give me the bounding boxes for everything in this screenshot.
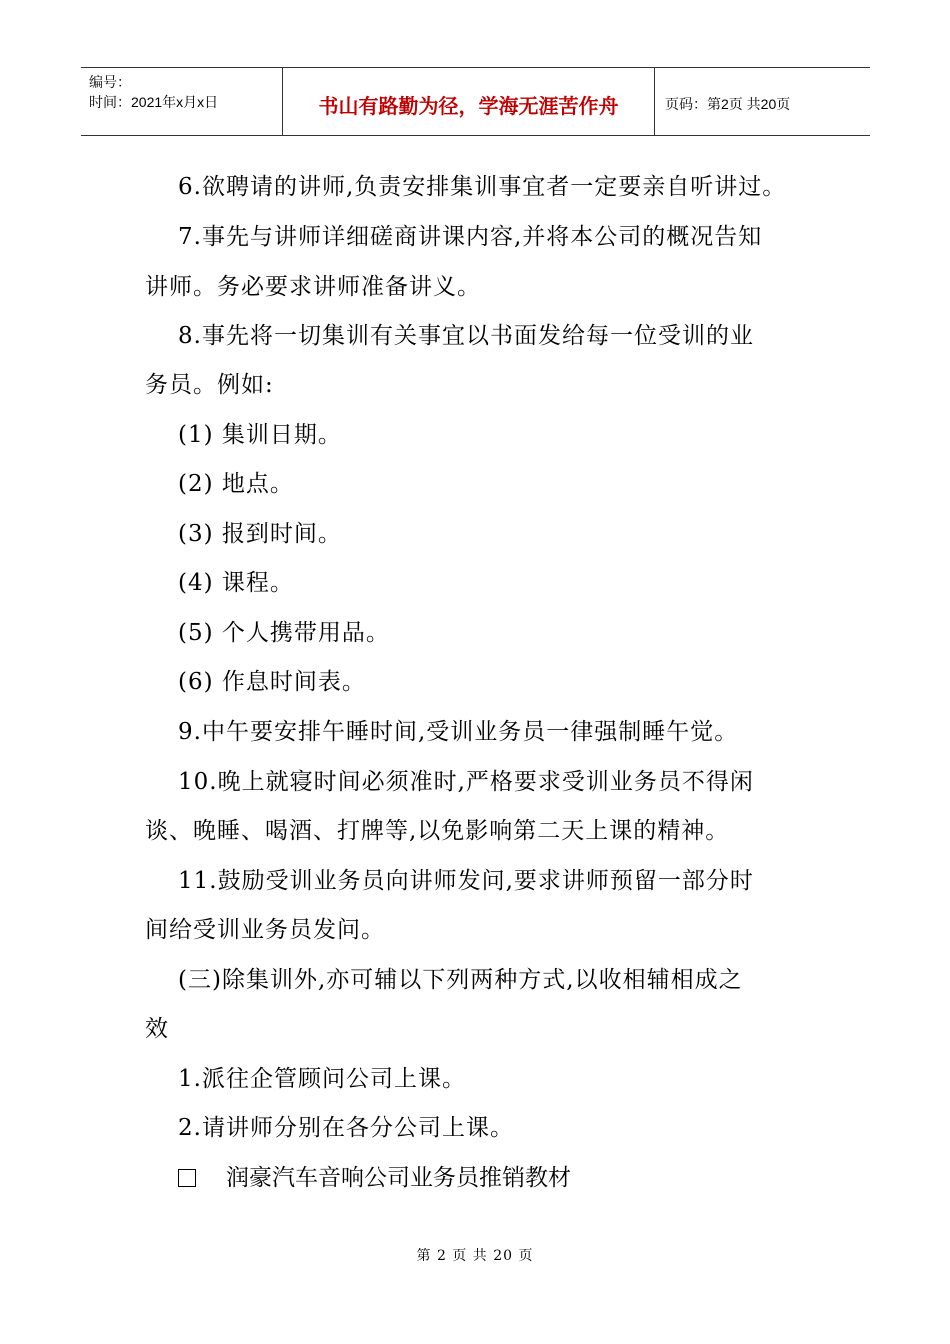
header-motto: 书山有路勤为径，学海无涯苦作舟	[283, 68, 655, 135]
paragraph-line: 效	[145, 1016, 169, 1042]
time-label: 时间：2021年x月x日	[89, 94, 219, 110]
paragraph-line: 10.晚上就寝时间必须准时,严格要求受训业务员不得闲	[178, 769, 754, 795]
list-item: (6) 作息时间表。	[178, 669, 366, 695]
checkbox-item	[178, 1163, 571, 1193]
paragraph-line: 2.请讲师分别在各分公司上课。	[178, 1115, 514, 1141]
list-item: (3) 报到时间。	[178, 521, 342, 547]
paragraph-line: 谈、晚睡、喝酒、打牌等,以免影响第二天上课的精神。	[145, 818, 730, 844]
paragraph-line: 8.事先将一切集训有关事宜以书面发给每一位受训的业	[178, 323, 754, 349]
header-page-label: 页码：第2页 共20页	[665, 95, 791, 112]
paragraph-line: 9.中午要安排午睡时间,受训业务员一律强制睡午觉。	[178, 719, 739, 745]
paragraph-line: 务员。例如:	[145, 372, 274, 398]
page-footer: 第 2 页 共 20 页	[416, 1248, 534, 1264]
paragraph-line: 间给受训业务员发问。	[145, 917, 385, 943]
paragraph-line: 1.派往企管顾问公司上课。	[178, 1066, 466, 1092]
paragraph-line: 7.事先与讲师详细磋商讲课内容,并将本公司的概况告知	[178, 224, 763, 250]
list-item: (5) 个人携带用品。	[178, 620, 390, 646]
checkbox-item-label: 润豪汽车音响公司业务员推销教材	[226, 1165, 571, 1191]
empty-checkbox-icon	[178, 1169, 196, 1187]
header-meta-cell	[81, 68, 283, 135]
list-item: (1) 集训日期。	[178, 422, 342, 448]
number-label: 编号：	[89, 74, 131, 90]
list-item: (4) 课程。	[178, 570, 294, 596]
paragraph-line: 讲师。务必要求讲师准备讲义。	[145, 274, 481, 300]
paragraph-line: 11.鼓励受训业务员向讲师发问,要求讲师预留一部分时	[178, 868, 754, 894]
paragraph-line: (三)除集训外,亦可辅以下列两种方式,以收相辅相成之	[178, 967, 743, 993]
paragraph-line: 6.欲聘请的讲师,负责安排集训事宜者一定要亲自听讲过。	[178, 174, 787, 200]
list-item: (2) 地点。	[178, 471, 294, 497]
document-header	[81, 67, 870, 136]
